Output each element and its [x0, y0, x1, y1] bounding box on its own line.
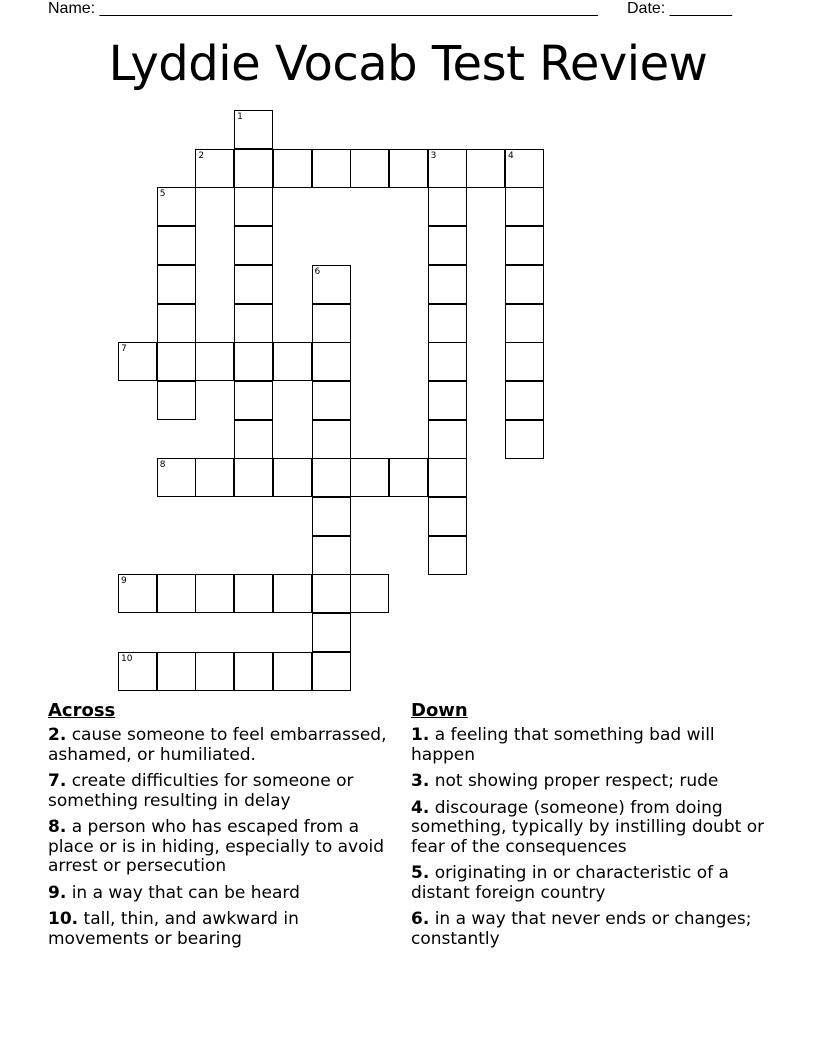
crossword-cell[interactable]: [505, 420, 544, 459]
crossword-cell[interactable]: [118, 574, 157, 613]
crossword-cell[interactable]: [389, 458, 428, 497]
clue-text: cause someone to feel embarrassed, ashamed, or humiliated.: [48, 725, 387, 765]
crossword-cell[interactable]: [312, 574, 351, 613]
crossword-cell[interactable]: [428, 420, 467, 459]
crossword-cell[interactable]: [312, 265, 351, 304]
crossword-cell[interactable]: [157, 342, 196, 381]
clue-text: a feeling that something bad will happen: [411, 725, 715, 765]
crossword-cell[interactable]: [466, 149, 505, 188]
crossword-cell[interactable]: [157, 652, 196, 691]
crossword-cell[interactable]: [312, 149, 351, 188]
crossword-cell[interactable]: [312, 342, 351, 381]
crossword-cell[interactable]: [157, 458, 196, 497]
crossword-cell[interactable]: [195, 574, 234, 613]
cell-number: 3: [430, 150, 437, 161]
across-clue: [48, 726, 404, 765]
cell-number: 1: [237, 112, 243, 122]
crossword-cell[interactable]: [273, 458, 312, 497]
cell-number: 4: [508, 150, 514, 161]
down-heading: Down: [411, 700, 468, 721]
clue-text: in a way that can be heard: [71, 882, 300, 903]
crossword-cell[interactable]: [234, 226, 273, 265]
crossword-cell[interactable]: [505, 265, 544, 304]
crossword-cell[interactable]: [350, 574, 389, 613]
across-clue: [48, 910, 404, 949]
crossword-cell[interactable]: [428, 381, 467, 420]
crossword-cell[interactable]: [118, 652, 157, 691]
clue-number: 1.: [411, 725, 430, 745]
crossword-cell[interactable]: [428, 226, 467, 265]
crossword-cell[interactable]: [312, 420, 351, 459]
crossword-cell[interactable]: [312, 458, 351, 497]
cell-number: 5: [159, 189, 166, 200]
crossword-cell[interactable]: [273, 652, 312, 691]
crossword-cell[interactable]: [234, 149, 273, 188]
crossword-cell[interactable]: [428, 497, 467, 536]
cell-number: 9: [121, 576, 127, 587]
clue-text: a person who has escaped from a place or is in hiding, especially to avoid arrest or persecution: [48, 817, 385, 876]
crossword-cell[interactable]: [312, 652, 351, 691]
down-clue: [411, 726, 771, 765]
crossword-cell[interactable]: [428, 265, 467, 304]
crossword-cell[interactable]: [234, 304, 273, 343]
crossword-cell[interactable]: [234, 420, 273, 459]
clue-text: tall, thin, and awkward in movements or bearing: [48, 909, 299, 949]
crossword-cell[interactable]: [312, 497, 351, 536]
crossword-cell[interactable]: [234, 574, 273, 613]
down-clue: [411, 772, 771, 792]
crossword-cell[interactable]: [234, 187, 273, 226]
down-clue: [411, 799, 771, 858]
clue-number: 5.: [411, 863, 430, 883]
crossword-cell[interactable]: [234, 458, 273, 497]
crossword-cell[interactable]: [312, 381, 351, 420]
across-clue: [48, 772, 404, 811]
crossword-cell[interactable]: [505, 187, 544, 226]
name-field-label: Name: ________________________________________________________: [48, 0, 598, 17]
crossword-cell[interactable]: [118, 342, 157, 381]
crossword-cell[interactable]: [234, 265, 273, 304]
down-clues: [411, 700, 771, 956]
down-clue: [411, 864, 771, 903]
crossword-cell[interactable]: [312, 304, 351, 343]
crossword-cell[interactable]: [428, 458, 467, 497]
crossword-cell[interactable]: [350, 149, 389, 188]
crossword-cell[interactable]: [234, 110, 273, 149]
cell-number: 10: [121, 653, 133, 664]
across-clues: [48, 700, 404, 956]
cell-number: 8: [159, 460, 166, 471]
cell-number: 6: [314, 266, 321, 277]
crossword-cell[interactable]: [157, 574, 196, 613]
crossword-cell[interactable]: [428, 149, 467, 188]
crossword-cell[interactable]: [428, 187, 467, 226]
crossword-cell[interactable]: [273, 574, 312, 613]
down-clue: [411, 910, 771, 949]
crossword-cell[interactable]: [428, 304, 467, 343]
crossword-cell[interactable]: [505, 381, 544, 420]
across-clue: [48, 884, 404, 904]
crossword-cell[interactable]: [195, 342, 234, 381]
cell-number: 2: [198, 150, 205, 161]
across-clue: [48, 818, 404, 877]
page-title: Lyddie Vocab Test Review: [108, 36, 708, 92]
clue-text: not showing proper respect; rude: [434, 771, 719, 791]
crossword-cell[interactable]: [505, 304, 544, 343]
clue-text: originating in or characteristic of a distant foreign country: [411, 863, 729, 903]
crossword-cell[interactable]: [195, 652, 234, 691]
crossword-cell[interactable]: [234, 381, 273, 420]
clue-text: discourage (someone) from doing something, typically by instilling doubt or fear of the consequences: [411, 797, 765, 857]
crossword-cell[interactable]: [505, 342, 544, 381]
cell-number: 7: [121, 344, 127, 355]
crossword-cell[interactable]: [312, 536, 351, 575]
crossword-cell[interactable]: [195, 149, 234, 188]
clue-number: 2.: [48, 725, 67, 745]
crossword-cell[interactable]: [428, 342, 467, 381]
date-field-label: Date: _______: [627, 0, 732, 17]
crossword-cell[interactable]: [195, 458, 234, 497]
crossword-cell[interactable]: [234, 652, 273, 691]
crossword-cell[interactable]: [273, 149, 312, 188]
crossword-cell[interactable]: [157, 226, 196, 265]
crossword-cell[interactable]: [157, 381, 196, 420]
clue-number: 4.: [411, 797, 430, 818]
clue-text: in a way that never ends or changes; constantly: [411, 909, 752, 949]
crossword-cell[interactable]: [350, 458, 389, 497]
clue-number: 7.: [48, 771, 67, 791]
crossword-cell[interactable]: [505, 226, 544, 265]
crossword-cell[interactable]: [157, 265, 196, 304]
crossword-cell[interactable]: [157, 304, 196, 343]
clue-number: 8.: [48, 817, 67, 837]
crossword-cell[interactable]: [389, 149, 428, 188]
clue-text: create difficulties for someone or something resulting in delay: [48, 771, 354, 811]
crossword-cell[interactable]: [312, 613, 351, 652]
crossword-cell[interactable]: [157, 187, 196, 226]
crossword-cell[interactable]: [234, 342, 273, 381]
crossword-cell[interactable]: [273, 342, 312, 381]
clue-number: 10.: [48, 909, 79, 929]
clue-number: 3.: [411, 771, 430, 791]
crossword-cell[interactable]: [505, 149, 544, 188]
crossword-cell[interactable]: [428, 536, 467, 575]
across-heading: Across: [48, 700, 116, 721]
clue-number: 9.: [48, 882, 67, 903]
clue-number: 6.: [411, 909, 430, 929]
